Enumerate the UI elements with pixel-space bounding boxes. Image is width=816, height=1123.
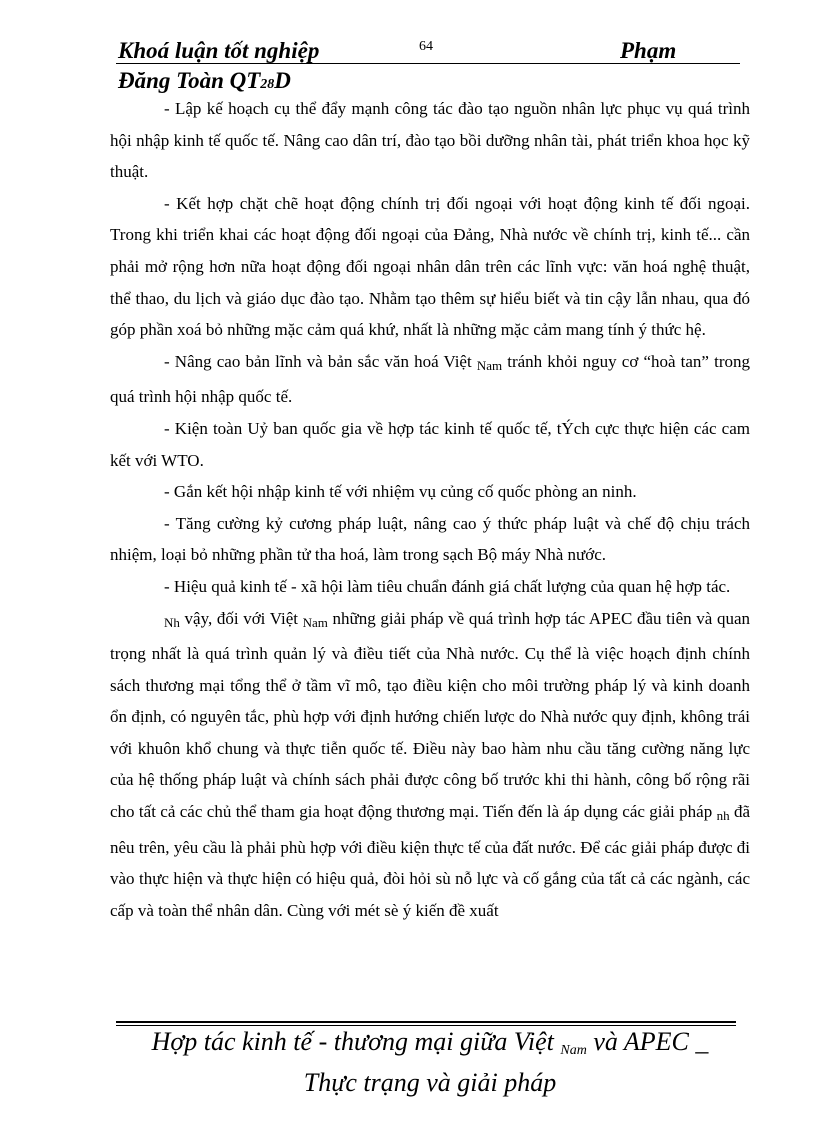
paragraph-6: - Tăng cường kỷ cương pháp luật, nâng cao ý thức pháp luật và chế độ chịu trách nhiệm, loại bỏ những phần tử tha hoá, làm trong sạch Bộ máy Nhà nước. xyxy=(110,513,750,565)
paragraph-8-part-c: đã nêu trên, yêu cầu là phải phù hợp với điều kiện thực tế của đất nước. Để các giải pháp được đi vào thực hiện và thực hiện có hiệu quả, đòi hỏi sù nỗ lực và cố gắng của tất cả các ngành, các cấp và toàn thể nhân dân. Cùng với mét sè ý kiến đề xuất xyxy=(110,802,750,920)
paragraph-8-part-a: vậy, đối với Việt xyxy=(179,608,303,628)
paragraph-4: - Kiện toàn Uỷ ban quốc gia về hợp tác kinh tế quốc tế, tÝch cực thực hiện các cam kết với WTO. xyxy=(110,418,750,470)
header-author-line xyxy=(118,68,291,94)
footer-rule-thick xyxy=(116,1021,736,1023)
header-author-name: Đăng Toàn QT xyxy=(118,68,261,93)
header-class-number: 28 xyxy=(260,77,275,92)
paragraph-2: - Kết hợp chặt chẽ hoạt động chính trị đối ngoại với hoạt động kinh tế đối ngoại. Trong khi triển khai các hoạt động đối ngoại của Đảng, Nhà nước về chính trị, kinh tế... cần phải mở rộng hơn nữa hoạt động đối ngoại nhân dân trên các lĩnh vực: văn hoá nghệ thuật, thể thao, du lịch và giáo dục đào tạo. Nhằm tạo thêm sự hiểu biết và tin cậy lẫn nhau, qua đó góp phần xoá bỏ những mặc cảm quá khứ, nhất là những mặc cảm mang tính ý thức hệ. xyxy=(110,193,750,340)
page-number: 64 xyxy=(419,39,433,54)
paragraph-3-part-a: - Nâng cao bản lĩnh và bản sắc văn hoá Việt xyxy=(164,351,477,371)
paragraph-7: - Hiệu quả kinh tế - xã hội làm tiêu chuẩn đánh giá chất lượng của quan hệ hợp tác. xyxy=(164,576,731,596)
paragraph-8-small-2: Nam xyxy=(302,614,328,630)
paragraph-3-part-b: tránh khỏi nguy cơ “hoà tan” trong quá trình hội nhập quốc tế. xyxy=(110,351,750,407)
paragraph-5: - Gắn kết hội nhập kinh tế với nhiệm vụ củng cố quốc phòng an ninh. xyxy=(164,482,637,502)
header-author-right: Phạm xyxy=(620,38,677,63)
footer xyxy=(110,1026,750,1099)
paragraph-1: - Lập kế hoạch cụ thể đẩy mạnh công tác đào tạo nguồn nhân lực phục vụ quá trình hội nhập kinh tế quốc tế. Nâng cao dân trí, đào tạo bồi dưỡng nhân tài, phát triển khoa học kỹ thuật. xyxy=(110,99,750,182)
footer-line-1 xyxy=(110,1026,750,1067)
document-body xyxy=(110,93,750,926)
paragraph-3 xyxy=(110,346,750,413)
paragraph-8-small-1: Nh xyxy=(164,614,180,630)
footer-line-1-small: Nam xyxy=(560,1043,587,1058)
paragraph-8 xyxy=(110,603,750,927)
footer-line-1-part-a: Hợp tác kinh tế - thương mại giữa Việt xyxy=(151,1027,561,1056)
header-class-suffix: D xyxy=(274,68,291,93)
header-rule xyxy=(116,63,740,64)
paragraph-3-small-text: Nam xyxy=(476,357,503,373)
footer-line-2: Thực trạng và giải pháp xyxy=(303,1068,557,1097)
paragraph-8-part-b: những giải pháp về quá trình hợp tác APEC đầu tiên và quan trọng nhất là quá trình quản lý và điều tiết của Nhà nước. Cụ thể là việc hoạch định chính sách thương mại tổng thể ở tầm vĩ mô, tạo điều kiện cho môi trường pháp lý và kinh doanh ổn định, có nguyên tắc, phù hợp với định hướng chiến lược do Nhà nước quy định, không trái với khuôn khổ chung và thực tiễn quốc tế. Điều này bao hàm nhu cầu tăng cường năng lực của hệ thống pháp luật và chính sách phải được công bố trước khi thi hành, công bố rộng rãi cho tất cả các chủ thể tham gia hoạt động thương mại. Tiến đến là áp dụng các giải pháp xyxy=(110,608,750,822)
footer-line-1-part-b: và APEC _ xyxy=(586,1027,709,1056)
paragraph-8-small-3: nh xyxy=(716,808,730,824)
header-title-left: Khoá luận tốt nghiệp xyxy=(118,38,320,63)
